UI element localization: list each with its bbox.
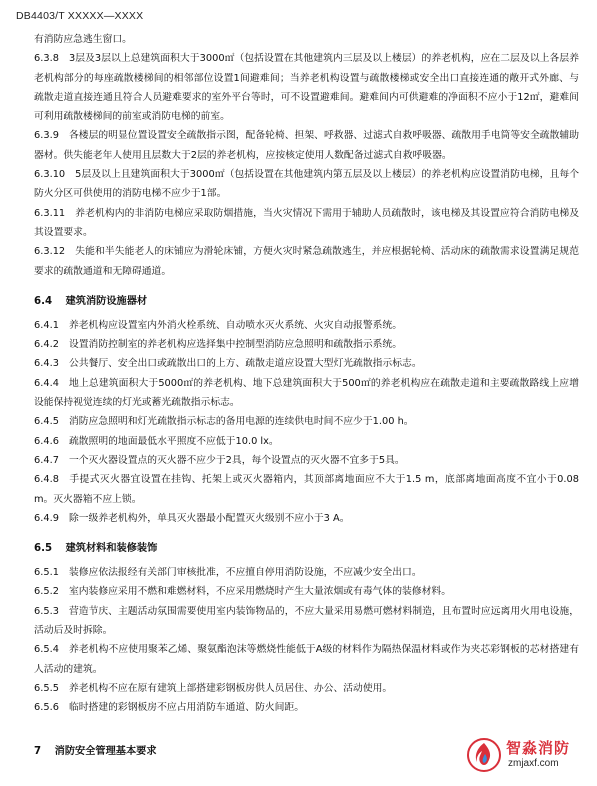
site-watermark xyxy=(466,733,584,777)
clause-text: 营造节庆、主题活动氛围需要使用室内装饰物品的，不应大量采用易燃可燃材料制造，且布置时应远离用火用电设施，活动后及时拆除。 xyxy=(34,605,579,637)
clause-text: 除一级养老机构外，单具灭火器最小配置灭火级别不应小于3 A。 xyxy=(68,512,350,524)
clause-text: 养老机构不应使用聚苯乙烯、聚氨酯泡沫等燃烧性能低于A级的材料作为隔热保温材料或作为夹芯彩钢板的芯材搭建有人活动的建筑。 xyxy=(34,644,579,675)
clause-paragraph xyxy=(34,126,579,165)
clause-text: 疏散照明的地面最低水平照度不应低于10.0 lx。 xyxy=(68,435,279,447)
flame-logo-icon xyxy=(466,737,502,773)
clause-number: 6.4.5 xyxy=(34,416,59,428)
clause-text: 养老机构不应在原有建筑上部搭建彩钢板房供人员居住、办公、活动使用。 xyxy=(68,682,393,694)
clause-text: 一个灭火器设置点的灭火器不应少于2具，每个设置点的灭火器不宜多于5具。 xyxy=(68,454,405,466)
clause-text: 装修应依法报经有关部门审核批准，不应擅自停用消防设施，不应减少安全出口。 xyxy=(68,567,422,579)
watermark-url: zmjaxf.com xyxy=(508,758,559,769)
clause-paragraph xyxy=(34,432,579,451)
clause-text: 地上总建筑面积大于5000㎡的养老机构、地下总建筑面积大于500㎡的养老机构应在疏散走道和主要疏散路线上应增设能保持视觉连续的灯光或蓄光疏散指示标志。 xyxy=(34,377,579,409)
clause-paragraph xyxy=(34,640,579,679)
clause-text: 消防应急照明和灯光疏散指示标志的备用电源的连续供电时间不应少于1.00 h。 xyxy=(68,416,414,428)
clause-text: 公共餐厅、安全出口或疏散出口的上方、疏散走道应设置大型灯光疏散指示标志。 xyxy=(68,358,422,370)
clause-paragraph xyxy=(34,602,579,641)
section-title: 建筑消防设施器材 xyxy=(65,295,148,307)
clause-text: 养老机构内的非消防电梯应采取防烟措施，当火灾情况下需用于辅助人员疏散时，该电梯及其设置应符合消防电梯及其设置要求。 xyxy=(34,207,579,238)
document-body xyxy=(34,30,579,718)
clause-paragraph xyxy=(34,335,579,354)
clauses-6-5 xyxy=(34,563,579,717)
section-title: 消防安全管理基本要求 xyxy=(54,746,157,757)
clause-text: 手提式灭火器宜设置在挂钩、托架上或灭火器箱内，其顶部离地面应不大于1.5 m，底部离地面高度不宜小于0.08 m。灭火器箱不应上锁。 xyxy=(34,474,579,505)
clause-paragraph xyxy=(34,679,579,698)
section-title: 建筑材料和装修装饰 xyxy=(65,543,158,555)
clause-paragraph xyxy=(34,374,579,413)
doc-code-header: DB4403/T XXXXX—XXXX xyxy=(16,10,144,22)
clause-paragraph xyxy=(34,204,579,243)
clause-number: 6.5.1 xyxy=(34,567,59,579)
clause-text: 临时搭建的彩钢板房不应占用消防车通道、防火间距。 xyxy=(68,702,305,714)
clause-paragraph xyxy=(34,49,579,126)
watermark-name: 智淼消防 xyxy=(506,739,571,757)
clause-paragraph xyxy=(34,698,579,717)
clause-paragraph xyxy=(34,563,579,582)
clause-number: 6.5.6 xyxy=(34,702,59,714)
clause-number: 6.5.2 xyxy=(34,586,59,598)
clause-number: 6.4.8 xyxy=(34,474,59,486)
section-heading-6-5 xyxy=(34,539,579,559)
clause-number: 6.5.4 xyxy=(34,644,59,656)
clause-number: 6.3.12 xyxy=(34,246,66,258)
clause-number: 6.3.11 xyxy=(34,207,66,219)
clause-paragraph xyxy=(34,412,579,431)
clause-number: 6.5.3 xyxy=(34,605,59,617)
clause-number: 6.4.9 xyxy=(34,512,59,524)
section-heading-6-4 xyxy=(34,292,579,312)
clauses-6-3 xyxy=(34,49,579,281)
clause-number: 6.3.8 xyxy=(34,53,59,65)
clause-number: 6.4.2 xyxy=(34,339,59,351)
clause-paragraph xyxy=(34,451,579,470)
clause-number: 6.4.4 xyxy=(34,377,59,389)
clause-text: 3层及3层以上总建筑面积大于3000㎡（包括设置在其他建筑内三层及以上楼层）的养老机构，应在二层及以上各层养老机构部分的每座疏散楼梯间的相邻部位设置1间避难间；当养老机构设置与疏散楼梯或安全出口直接连通的敞开式外廊、与疏散走道直接连通且符合人员避难要求的室外平台等时，可不设置避难间。避难间内可供避难的净面积不应小于12㎡，避难间可利用疏散楼梯间的前室或消防电梯的前室。 xyxy=(34,53,579,123)
clause-text: 设置消防控制室的养老机构应选择集中控制型消防应急照明和疏散指示系统。 xyxy=(68,339,403,351)
clause-text: 各楼层的明显位置设置安全疏散指示图，配备轮椅、担架、呼救器、过滤式自救呼吸器、疏散用手电筒等安全疏散辅助器材。供失能老年人使用且层数大于2层的养老机构，应按核定使用人数配备过滤式自救呼吸器。 xyxy=(34,130,579,161)
section-number: 7 xyxy=(34,746,42,757)
clause-paragraph xyxy=(34,582,579,601)
clause-number: 6.5.5 xyxy=(34,682,59,694)
clause-text: 养老机构应设置室内外消火栓系统、自动喷水灭火系统、火灾自动报警系统。 xyxy=(68,319,403,331)
clause-number: 6.4.7 xyxy=(34,454,59,466)
section-number: 6.4 xyxy=(34,295,53,307)
clause-number: 6.4.1 xyxy=(34,319,59,331)
clause-text: 失能和半失能老人的床铺应为滑轮床铺，方便火灾时紧急疏散逃生，并应根据轮椅、活动床的疏散需求设置满足规范要求的疏散通道和无障碍通道。 xyxy=(34,246,579,277)
clause-paragraph xyxy=(34,242,579,281)
clause-paragraph xyxy=(34,470,579,509)
intro-line: 有消防应急逃生窗口。 xyxy=(34,34,132,45)
clause-number: 6.4.3 xyxy=(34,358,59,370)
clause-number: 6.3.9 xyxy=(34,130,59,142)
clause-paragraph xyxy=(34,165,579,204)
clause-text: 室内装修应采用不燃和难燃材料，不应采用燃烧时产生大量浓烟或有毒气体的装修材料。 xyxy=(68,586,452,598)
section-heading-7 xyxy=(34,742,157,757)
clause-paragraph xyxy=(34,509,579,528)
clause-text: 5层及以上且建筑面积大于3000㎡（包括设置在其他建筑内第五层及以上楼层）的养老机构应设置消防电梯，且每个防火分区可供使用的消防电梯不应少于1部。 xyxy=(34,169,579,200)
section-number: 6.5 xyxy=(34,543,53,555)
clause-number: 6.3.10 xyxy=(34,169,66,181)
clauses-6-4 xyxy=(34,316,579,528)
clause-number: 6.4.6 xyxy=(34,435,59,447)
clause-paragraph xyxy=(34,316,579,335)
clause-paragraph xyxy=(34,354,579,373)
